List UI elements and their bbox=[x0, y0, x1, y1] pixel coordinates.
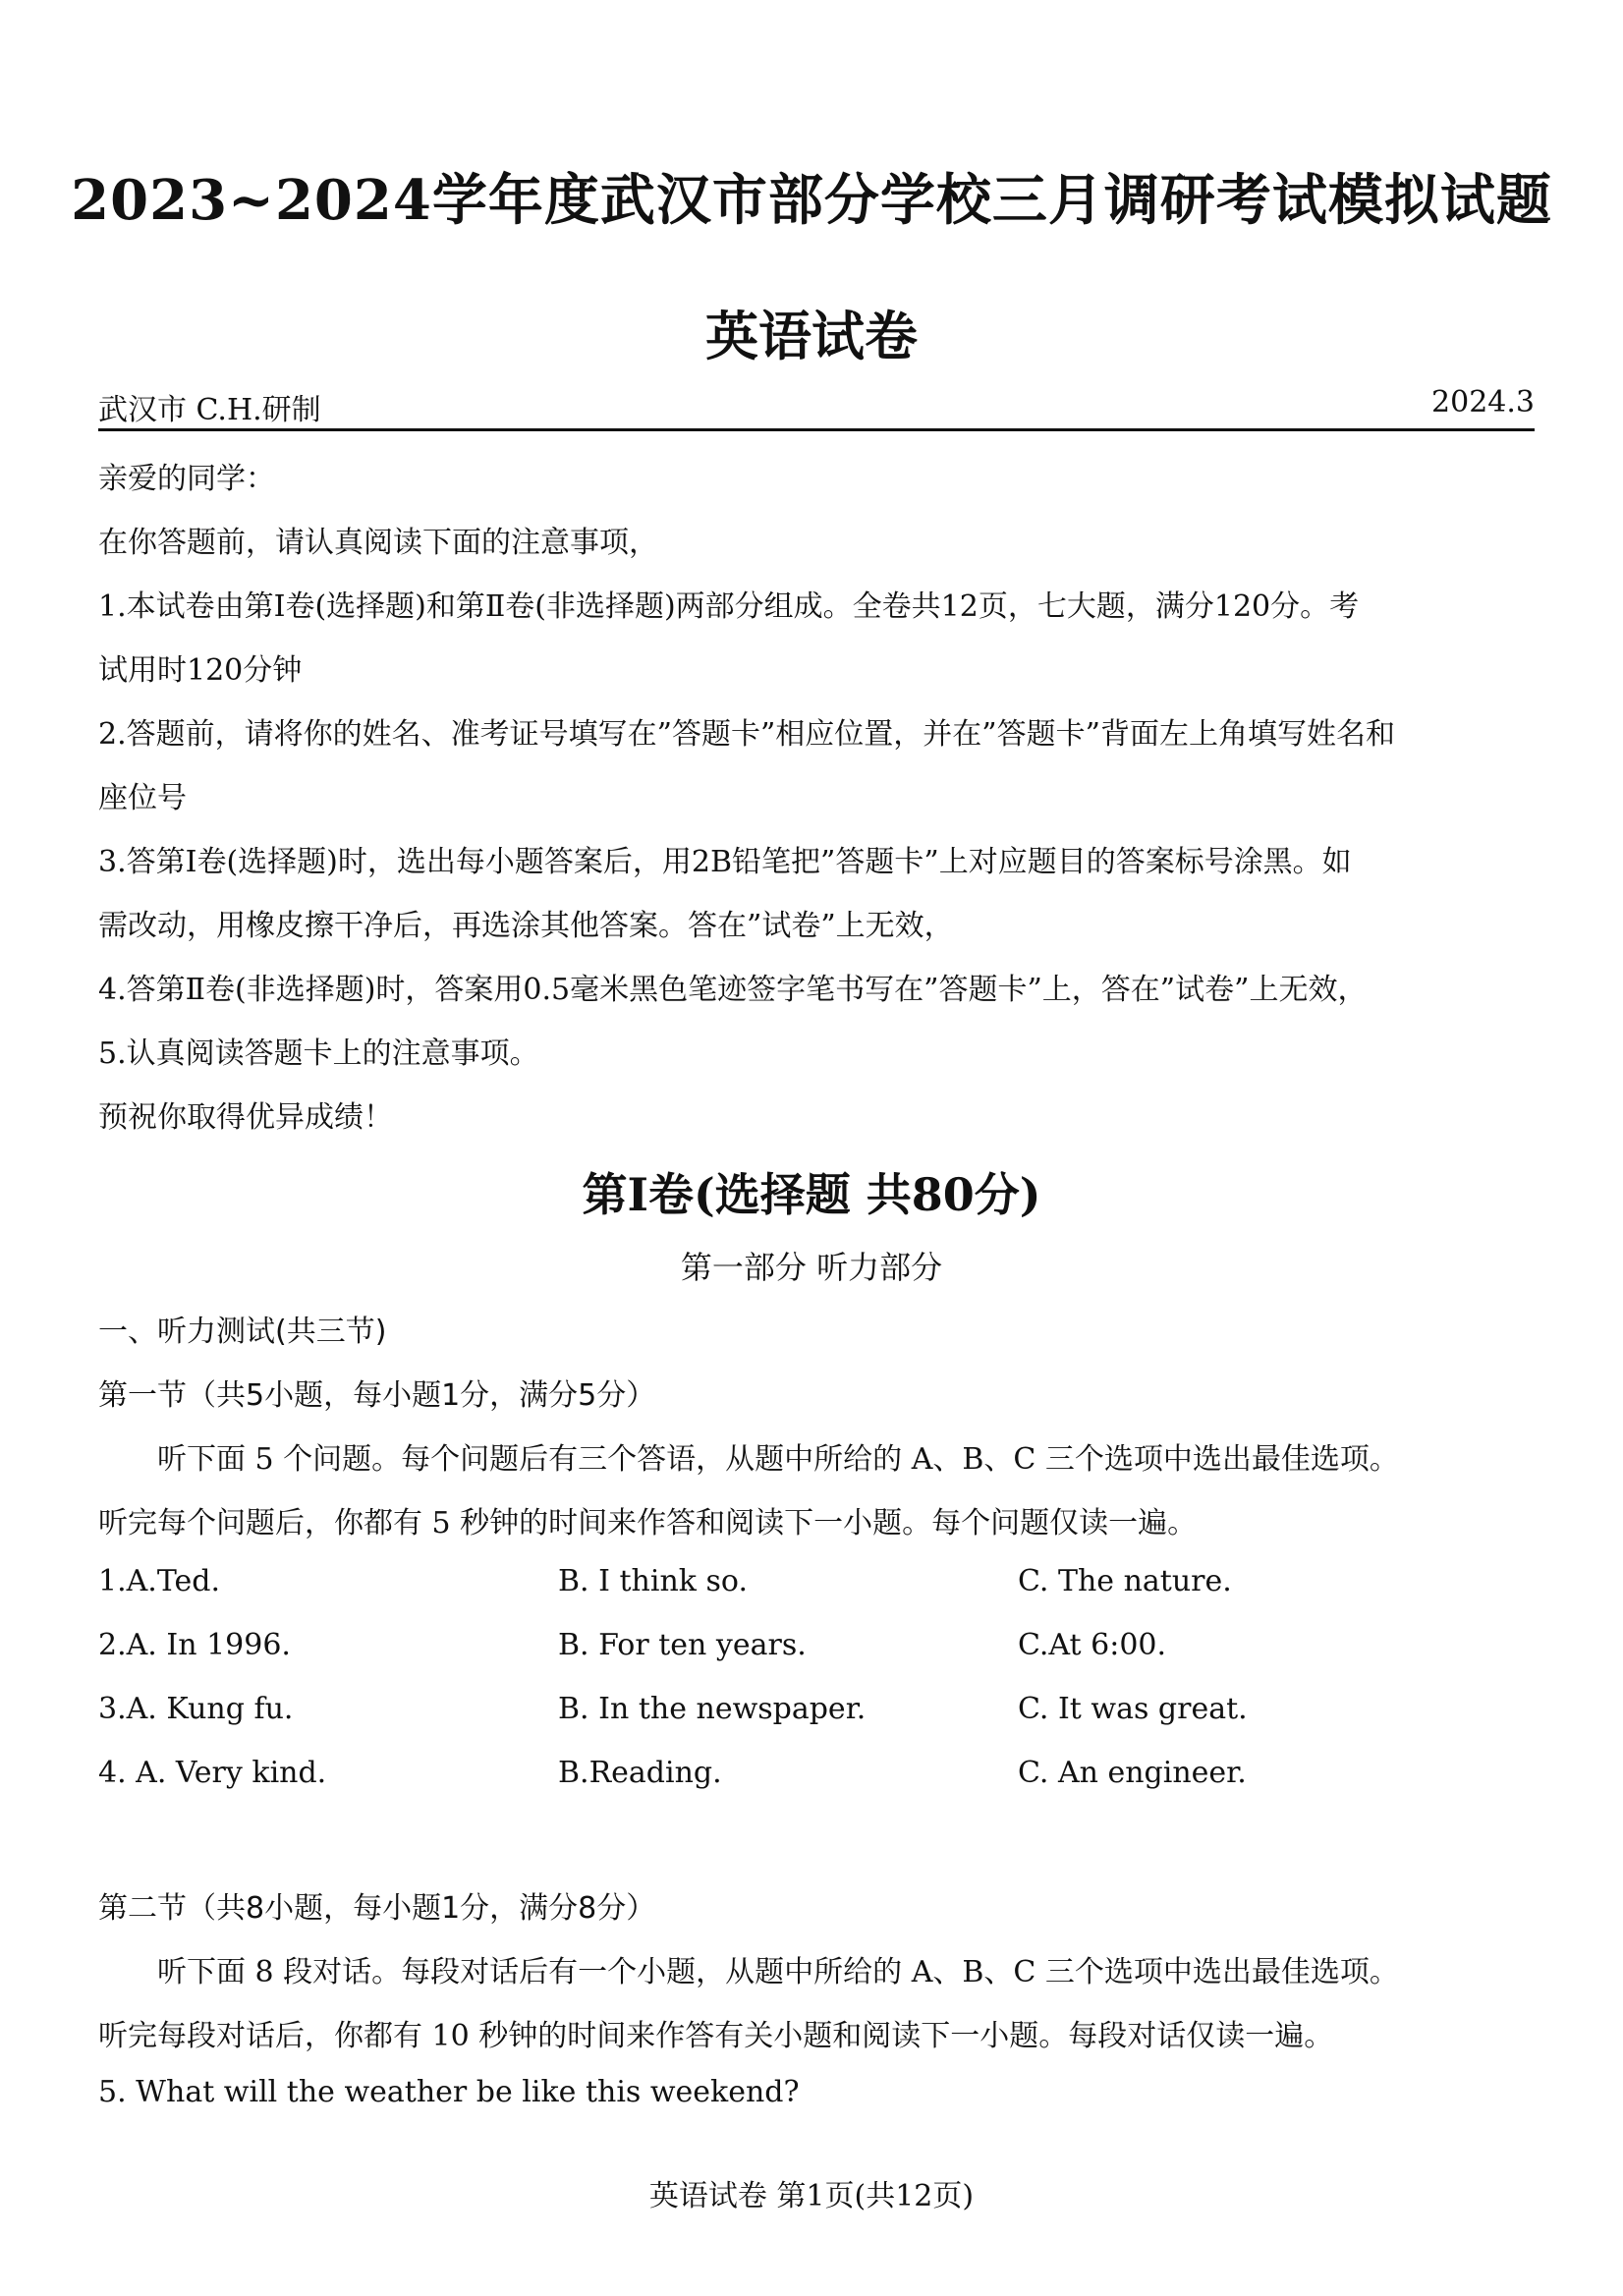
exam-title: 2023~2024学年度武汉市部分学校三月调研考试模拟试题 bbox=[71, 168, 1552, 233]
question-1-option-b: B. I think so. bbox=[558, 1564, 748, 1598]
notice-item-2-line-1: 2.答题前，请将你的姓名、准考证号填写在”答题卡”相应位置，并在”答题卡”背面左上角填写姓名和 bbox=[98, 717, 1395, 752]
question-3-option-c: C. It was great. bbox=[1018, 1692, 1248, 1726]
notice-item-4: 4.答第Ⅱ卷(非选择题)时，答案用0.5毫米黑色笔迹签字笔书写在”答题卡”上，答在”试卷”上无效， bbox=[98, 973, 1368, 1007]
greeting: 亲爱的同学： bbox=[98, 462, 275, 496]
notice-item-1-line-2: 试用时120分钟 bbox=[98, 653, 303, 688]
notice-closing: 预祝你取得优异成绩！ bbox=[98, 1100, 393, 1135]
notice-item-3-line-1: 3.答第Ⅰ卷(选择题)时，选出每小题答案后，用2B铅笔把”答题卡”上对应题目的答案标号涂黑。如 bbox=[98, 845, 1352, 879]
question-3-option-b: B. In the newspaper. bbox=[558, 1692, 867, 1726]
notice-item-5: 5.认真阅读答题卡上的注意事项。 bbox=[98, 1036, 539, 1071]
question-1-option-a: 1.A.Ted. bbox=[98, 1564, 220, 1598]
section-2-instructions-line-2: 听完每段对话后，你都有 10 秒钟的时间来作答有关小题和阅读下一小题。每段对话仅读一遍。 bbox=[98, 2019, 1334, 2053]
section-1-instructions-line-2: 听完每个问题后，你都有 5 秒钟的时间来作答和阅读下一小题。每个问题仅读一遍。 bbox=[98, 1506, 1198, 1540]
question-5-stem: 5. What will the weather be like this weekend? bbox=[98, 2075, 800, 2109]
notice-item-3-line-2: 需改动，用橡皮擦干净后，再选涂其他答案。答在”试卷”上无效， bbox=[98, 909, 954, 943]
section-2-heading: 第二节（共8小题，每小题1分，满分8分） bbox=[98, 1891, 656, 1926]
listening-section-title: 一、听力测试(共三节) bbox=[98, 1315, 387, 1349]
exam-subtitle: 英语试卷 bbox=[705, 306, 918, 367]
question-3-option-a: 3.A. Kung fu. bbox=[98, 1692, 294, 1726]
question-4-option-b: B.Reading. bbox=[558, 1756, 722, 1790]
notice-item-2-line-2: 座位号 bbox=[98, 781, 187, 815]
section-2-instructions-line-1: 听下面 8 段对话。每段对话后有一个小题，从题中所给的 A、B、C 三个选项中选出最佳选项。 bbox=[157, 1955, 1399, 1989]
section-1-instructions-line-1: 听下面 5 个问题。每个问题后有三个答语，从题中所给的 A、B、C 三个选项中选出最佳选项。 bbox=[157, 1442, 1399, 1477]
publisher-label: 武汉市 C.H.研制 bbox=[98, 393, 321, 427]
section-1-heading: 第一节（共5小题，每小题1分，满分5分） bbox=[98, 1378, 656, 1413]
page-footer: 英语试卷 第1页(共12页) bbox=[648, 2179, 975, 2213]
question-4-option-a: 4. A. Very kind. bbox=[98, 1756, 327, 1790]
question-4-option-c: C. An engineer. bbox=[1018, 1756, 1247, 1790]
question-1-option-c: C. The nature. bbox=[1018, 1564, 1232, 1598]
part-1-title: 第一部分 听力部分 bbox=[680, 1249, 943, 1286]
exam-date: 2024.3 bbox=[1431, 385, 1535, 420]
question-2-option-b: B. For ten years. bbox=[558, 1628, 807, 1662]
notice-intro: 在你答题前，请认真阅读下面的注意事项， bbox=[98, 526, 658, 560]
notice-item-1-line-1: 1.本试卷由第Ⅰ卷(选择题)和第Ⅱ卷(非选择题)两部分组成。全卷共12页，七大题，满分120分。考 bbox=[98, 589, 1360, 624]
question-2-option-c: C.At 6:00. bbox=[1018, 1628, 1167, 1662]
header-divider bbox=[98, 428, 1535, 431]
volume-1-title: 第Ⅰ卷(选择题 共80分) bbox=[582, 1168, 1041, 1221]
question-2-option-a: 2.A. In 1996. bbox=[98, 1628, 291, 1662]
